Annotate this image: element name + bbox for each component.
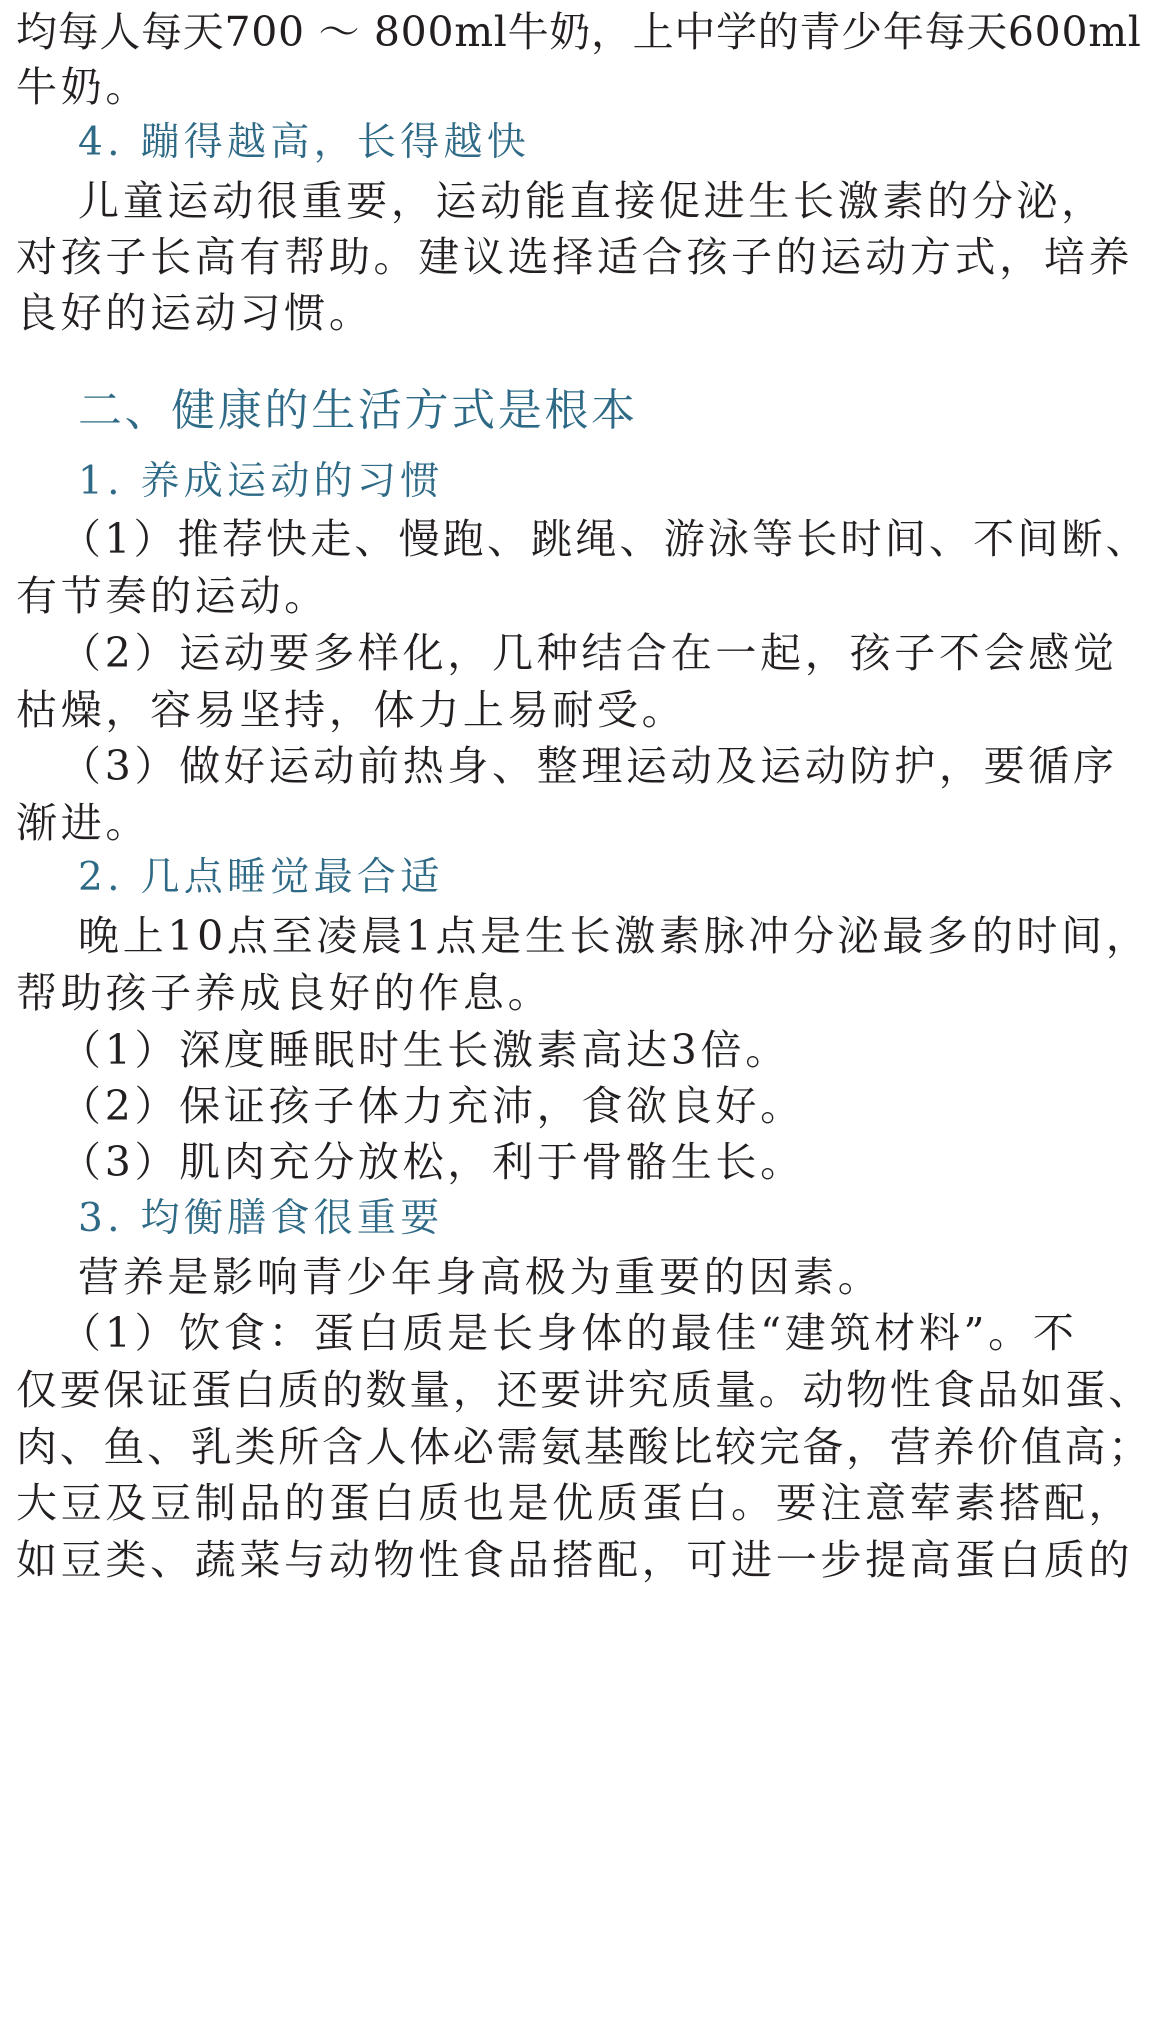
section-heading: 二、健康的生活方式是根本 — [78, 385, 638, 436]
paragraph-line: （3）肌肉充分放松，利于骨骼生长。 — [60, 1138, 805, 1186]
paragraph-line: （1）深度睡眠时生长激素高达3倍。 — [60, 1026, 790, 1074]
paragraph-line: 有节奏的运动。 — [16, 572, 329, 620]
paragraph-line: 渐进。 — [16, 799, 151, 847]
paragraph-line: 大豆及豆制品的蛋白质也是优质蛋白。要注意荤素搭配， — [16, 1479, 1134, 1527]
subsection-heading: 3. 均衡膳食很重要 — [78, 1196, 444, 1241]
paragraph-line: 仅要保证蛋白质的数量，还要讲究质量。动物性食品如蛋、 — [16, 1366, 1152, 1414]
paragraph-line: 肉、鱼、乳类所含人体必需氨基酸比较完备，营养价值高； — [16, 1423, 1152, 1471]
subsection-heading: 2. 几点睡觉最合适 — [78, 855, 444, 900]
paragraph-line: （1）饮食：蛋白质是长身体的最佳“建筑材料”。不 — [60, 1309, 1078, 1357]
paragraph-line: 营养是影响青少年身高极为重要的因素。 — [78, 1253, 883, 1301]
paragraph-line: 帮助孩子养成良好的作息。 — [16, 969, 553, 1017]
paragraph-line: 如豆类、蔬菜与动物性食品搭配，可进一步提高蛋白质的 — [16, 1536, 1134, 1584]
paragraph-line: 牛奶。 — [16, 63, 151, 111]
subsection-heading: 4. 蹦得越高，长得越快 — [78, 120, 531, 165]
paragraph-line: 晚上10点至凌晨1点是生长激素脉冲分泌最多的时间， — [78, 912, 1151, 960]
paragraph-line: （2）运动要多样化，几种结合在一起，孩子不会感觉 — [60, 629, 1118, 677]
paragraph-line: 枯燥，容易坚持，体力上易耐受。 — [16, 686, 687, 734]
subsection-heading: 1. 养成运动的习惯 — [78, 459, 444, 504]
paragraph-line: 良好的运动习惯。 — [16, 289, 374, 337]
paragraph-line: （2）保证孩子体力充沛，食欲良好。 — [60, 1082, 805, 1130]
paragraph-line: 对孩子长高有帮助。建议选择适合孩子的运动方式，培养 — [16, 233, 1134, 281]
paragraph-line: 儿童运动很重要，运动能直接促进生长激素的分泌， — [78, 177, 1106, 225]
paragraph-line: （1）推荐快走、慢跑、跳绳、游泳等长时间、不间断、 — [60, 515, 1150, 563]
paragraph-line: （3）做好运动前热身、整理运动及运动防护，要循序 — [60, 742, 1118, 790]
paragraph-line: 均每人每天700 ～ 800ml牛奶，上中学的青少年每天600ml — [16, 8, 1142, 56]
